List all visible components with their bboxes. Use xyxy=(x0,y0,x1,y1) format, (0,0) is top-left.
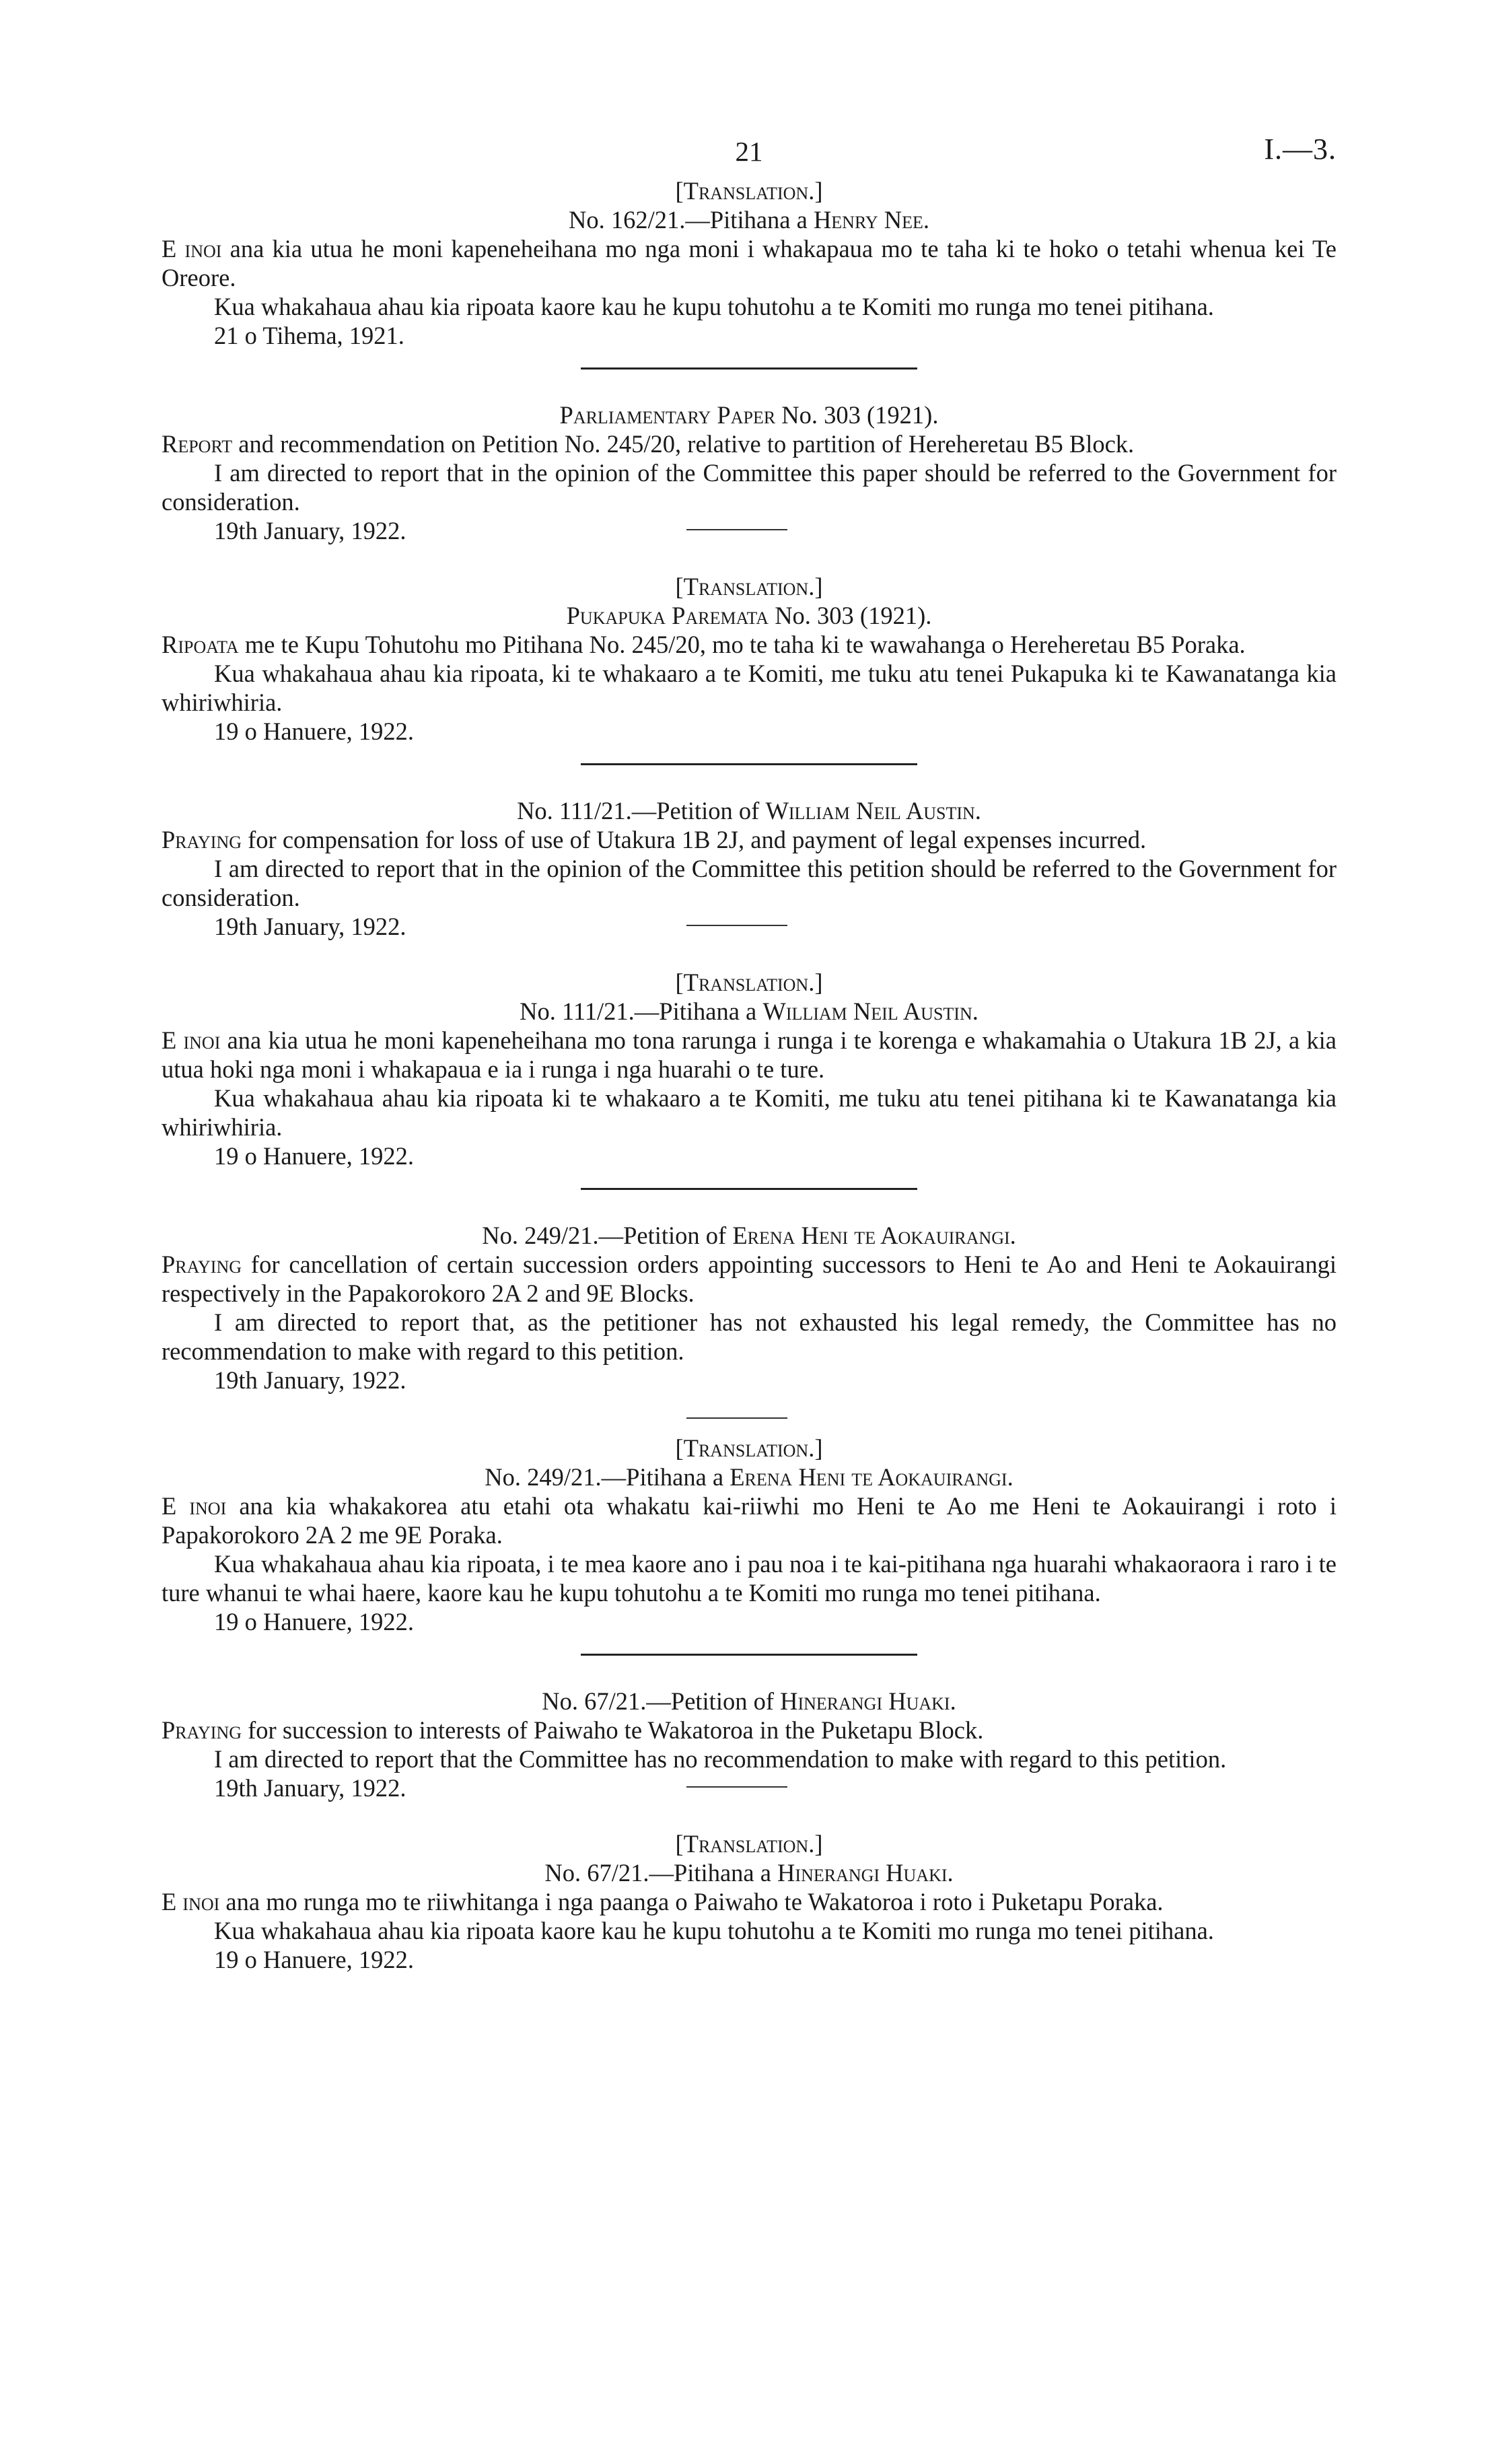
paragraph-report: Kua whakahaua ahau kia ripoata, ki te whakaaro a te Komiti, me tuku atu tenei Pukapuka ki te Kawanatanga kia whiriwhiria. xyxy=(162,660,1337,716)
section-title xyxy=(162,1463,1337,1491)
paragraph-body xyxy=(162,630,1337,659)
paragraph-text: for compensation for loss of use of Utakura 1B 2J, and payment of legal expenses incurred. xyxy=(242,826,1147,853)
section-divider xyxy=(581,1188,917,1190)
page-number: 21 xyxy=(735,136,763,167)
title-suffix: No. 303 (1921). xyxy=(769,602,932,629)
paragraph-report: Kua whakahaua ahau kia ripoata, i te mea kaore ano i pau noa i te kai-pitihana nga huarahi whakaoraora i raro i te ture whanui te whai haere, kaore kau he kupu tohutohu a te Komiti mo runga mo tenei pitihana. xyxy=(162,1550,1337,1607)
section-petition-162-translation xyxy=(162,176,1337,350)
section-title xyxy=(162,205,1337,234)
title-prefix: No. 111/21.—Pitihana a xyxy=(520,997,763,1025)
section-petition-249-translation xyxy=(162,1434,1337,1636)
short-divider xyxy=(686,1786,787,1788)
paragraph-lead: E inoi xyxy=(162,1026,221,1054)
paragraph-lead: Praying xyxy=(162,1251,242,1278)
section-divider xyxy=(581,367,917,369)
paragraph-body xyxy=(162,1250,1337,1308)
paragraph-lead: E inoi xyxy=(162,1888,220,1915)
paragraph-body xyxy=(162,1026,1337,1084)
petitioner-name: William Neil Austin. xyxy=(762,997,979,1025)
paragraph-body xyxy=(162,1491,1337,1549)
section-parliamentary-paper-303 xyxy=(162,400,1337,545)
section-date: 19 o Hanuere, 1922. xyxy=(214,1142,414,1170)
paragraph-text: me te Kupu Tohutohu mo Pitihana No. 245/20, mo te taha ki te wawahanga o Hereheretau B5 Poraka. xyxy=(238,631,1246,658)
petitioner-name: Erena Heni te Aokauirangi. xyxy=(732,1222,1016,1249)
section-date: 21 o Tihema, 1921. xyxy=(214,322,404,349)
section-date: 19 o Hanuere, 1922. xyxy=(214,1608,414,1635)
translation-label: [Translation.] xyxy=(675,969,823,996)
paragraph-body xyxy=(162,825,1337,854)
paragraph-body xyxy=(162,1887,1337,1916)
petitioner-name: Hinerangi Huaki. xyxy=(780,1687,956,1715)
section-petition-67 xyxy=(162,1687,1337,1802)
section-petition-249 xyxy=(162,1221,1337,1395)
petitioner-name: Henry Nee. xyxy=(813,206,930,234)
paragraph-body xyxy=(162,234,1337,292)
short-divider xyxy=(686,925,787,926)
title-suffix: No. 303 (1921). xyxy=(775,401,939,429)
section-date: 19 o Hanuere, 1922. xyxy=(214,717,414,745)
paragraph-text: for cancellation of certain succession orders appointing successors to Heni te Ao and Heni te Aokauirangi respectively in the Papakorokoro 2A 2 and 9E Blocks. xyxy=(162,1251,1337,1307)
petitioner-name: Hinerangi Huaki. xyxy=(777,1859,954,1887)
title-prefix: No. 67/21.—Pitihana a xyxy=(544,1859,778,1887)
short-divider xyxy=(686,529,787,530)
paragraph-text: ana kia utua he moni kapeneheihana mo tona rarunga i runga i te korenga e whakamahia o Utakura 1B 2J, a kia utua hoki nga moni i whakapaua e ia i runga i nga huarahi o te ture. xyxy=(162,1026,1337,1083)
translation-label: [Translation.] xyxy=(675,1830,823,1858)
section-petition-111 xyxy=(162,796,1337,941)
translation-label: [Translation.] xyxy=(675,177,823,205)
section-title xyxy=(162,1221,1337,1250)
paragraph-body xyxy=(162,1716,1337,1745)
title-prefix: No. 249/21.—Petition of xyxy=(482,1222,733,1249)
translation-label: [Translation.] xyxy=(675,1434,823,1462)
petitioner-name: Erena Heni te Aokauirangi. xyxy=(730,1463,1013,1491)
paragraph-text: ana kia whakakorea atu etahi ota whakatu kai-riiwhi mo Heni te Ao me Heni te Aokauirangi i roto i Papakorokoro 2A 2 me 9E Poraka. xyxy=(162,1492,1337,1549)
paragraph-report: Kua whakahaua ahau kia ripoata kaore kau he kupu tohutohu a te Komiti mo runga mo tenei pitihana. xyxy=(214,293,1214,320)
section-title xyxy=(162,1858,1337,1887)
section-date: 19th January, 1922. xyxy=(214,1774,406,1802)
section-date: 19th January, 1922. xyxy=(214,517,406,544)
title-prefix: No. 162/21.—Pitihana a xyxy=(568,206,814,234)
title-prefix: No. 249/21.—Pitihana a xyxy=(485,1463,730,1491)
section-pukapuka-paremata-303-translation xyxy=(162,572,1337,746)
paragraph-body xyxy=(162,429,1337,458)
paragraph-lead: Praying xyxy=(162,1716,242,1744)
title-prefix: Pukapuka Paremata xyxy=(566,602,769,629)
section-title xyxy=(162,601,1337,630)
paragraph-text: for succession to interests of Paiwaho te Wakatoroa in the Puketapu Block. xyxy=(242,1716,984,1744)
paragraph-report: I am directed to report that in the opinion of the Committee this petition should be referred to the Government for consideration. xyxy=(162,855,1337,911)
paragraph-text: ana mo runga mo te riiwhitanga i nga paanga o Paiwaho te Wakatoroa i roto i Puketapu Poraka. xyxy=(219,1888,1164,1915)
section-petition-67-translation xyxy=(162,1829,1337,1974)
paragraph-text: and recommendation on Petition No. 245/20, relative to partition of Hereheretau B5 Block. xyxy=(232,430,1135,458)
paragraph-report: Kua whakahaua ahau kia ripoata ki te whakaaro a te Komiti, me tuku atu tenei pitihana ki te Kawanatanga kia whiriwhiria. xyxy=(162,1084,1337,1141)
section-divider xyxy=(581,1654,917,1656)
section-date: 19th January, 1922. xyxy=(214,1366,406,1394)
petitioner-name: William Neil Austin. xyxy=(765,797,981,824)
paragraph-report: Kua whakahaua ahau kia ripoata kaore kau he kupu tohutohu a te Komiti mo runga mo tenei pitihana. xyxy=(214,1917,1214,1944)
paragraph-lead: Praying xyxy=(162,826,242,853)
document-page xyxy=(162,135,1337,1974)
section-title xyxy=(162,1687,1337,1716)
paragraph-lead: E inoi xyxy=(162,235,222,262)
section-title xyxy=(162,400,1337,429)
section-date: 19 o Hanuere, 1922. xyxy=(214,1946,414,1973)
translation-label: [Translation.] xyxy=(675,573,823,600)
paragraph-lead: Report xyxy=(162,430,233,458)
paragraph-lead: Ripoata xyxy=(162,631,239,658)
section-title xyxy=(162,796,1337,825)
page-header xyxy=(162,135,1337,176)
paragraph-report: I am directed to report that, as the petitioner has not exhausted his legal remedy, the Committee has no recommendation to make with regard to this petition. xyxy=(162,1308,1337,1365)
document-reference: I.—3. xyxy=(1264,133,1337,166)
paragraph-text: ana kia utua he moni kapeneheihana mo nga moni i whakapaua mo te taha ki te hoko o tetahi whenua kei Te Oreore. xyxy=(162,235,1337,291)
paragraph-report: I am directed to report that in the opinion of the Committee this paper should be referred to the Government for consideration. xyxy=(162,459,1337,516)
section-title xyxy=(162,997,1337,1026)
title-prefix: Parliamentary Paper xyxy=(559,401,776,429)
title-prefix: No. 67/21.—Petition of xyxy=(542,1687,781,1715)
short-divider xyxy=(686,1417,787,1419)
section-divider xyxy=(581,763,917,765)
paragraph-lead: E inoi xyxy=(162,1492,227,1520)
section-date: 19th January, 1922. xyxy=(214,913,406,940)
section-petition-111-translation xyxy=(162,968,1337,1170)
paragraph-report: I am directed to report that the Committee has no recommendation to make with regard to this petition. xyxy=(214,1745,1227,1773)
title-prefix: No. 111/21.—Petition of xyxy=(517,797,766,824)
